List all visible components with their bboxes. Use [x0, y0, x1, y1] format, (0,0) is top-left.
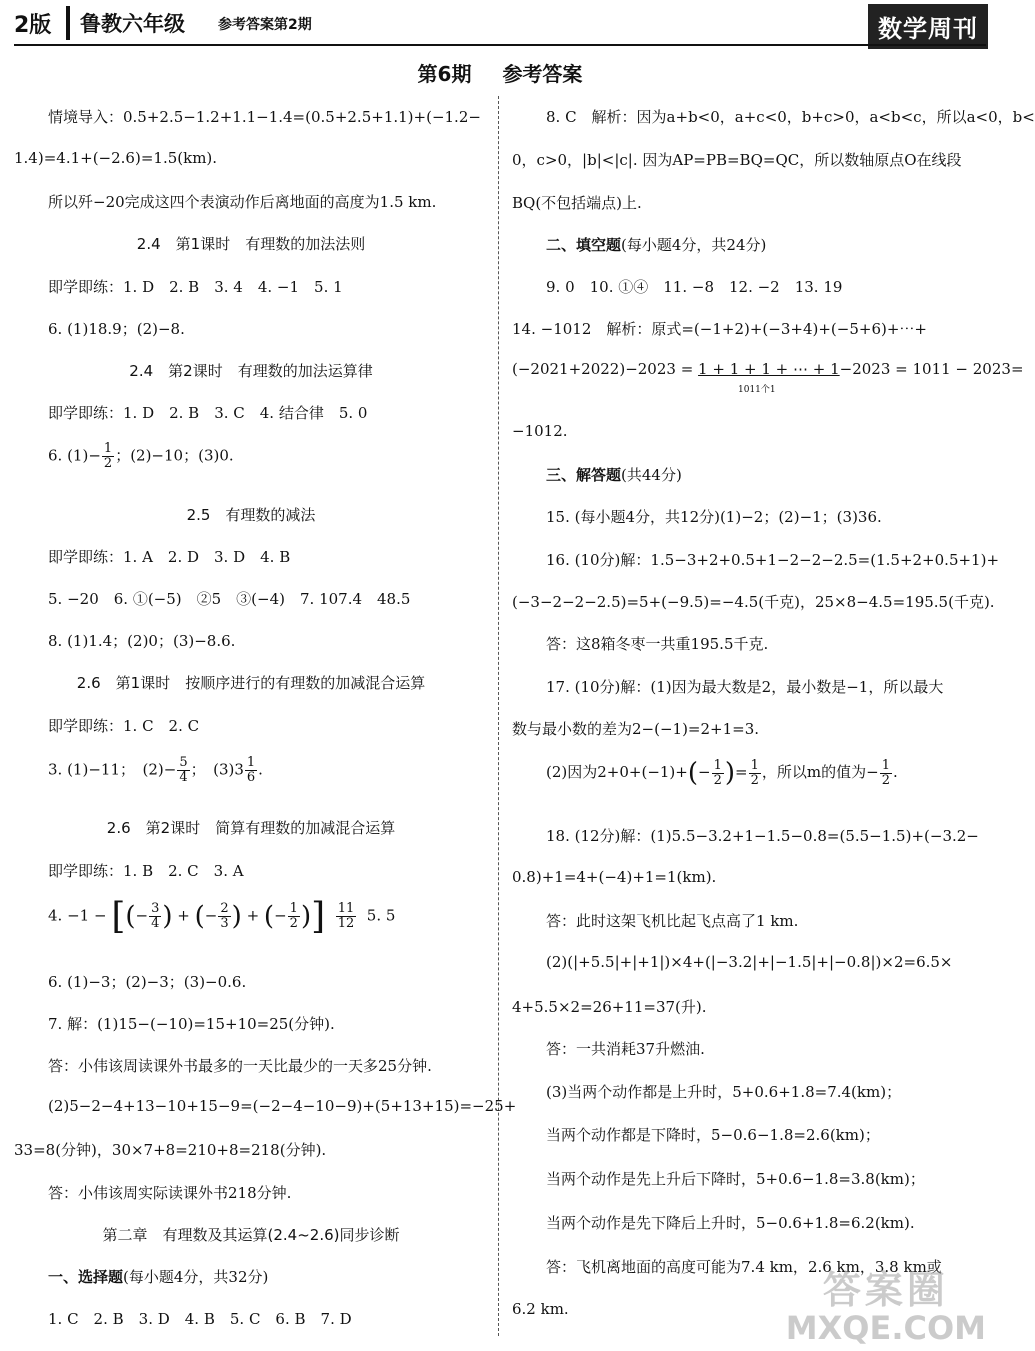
numerator: 11	[337, 901, 355, 916]
answer-line-fraction: (2)因为2+0+(−1)+(− $\frac{1}{2}$ )= $\frac{1}{2}$ ，所以m的值为− $\frac{1}{2}$ .	[546, 757, 898, 788]
fraction	[880, 759, 892, 788]
answer-line-fraction	[14, 756, 263, 785]
answer-line: (3)当两个动作都是上升时，5+0.6+1.8=7.4(km)；	[546, 1083, 902, 1101]
denominator: 4	[179, 770, 188, 785]
site-watermark	[785, 1268, 986, 1347]
numerator: 1	[289, 901, 298, 916]
answer-line: 当两个动作都是下降时，5−0.6−1.8=2.6(km)；	[546, 1126, 880, 1144]
answer-line: 18. (12分)解：(1)5.5−3.2+1−1.5−0.8=(5.5−1.5)+(−3.2−	[546, 827, 979, 845]
fraction	[336, 902, 357, 931]
text: ，所以m的值为−	[761, 763, 879, 781]
denominator: 2	[750, 772, 759, 788]
denominator: 2	[289, 916, 298, 931]
answer-line: 7. 解：(1)15−(−10)=15+10=25(分钟).	[48, 1015, 335, 1033]
fraction	[288, 902, 300, 931]
paren: )	[231, 901, 242, 932]
brace-note: 1011个1	[738, 385, 776, 395]
text: (2)因为2+0+(−1)+	[546, 763, 688, 781]
text: ；(2)−10；(3)0.	[115, 446, 234, 465]
answer-line: 4+5.5×2=26+11=37(升).	[512, 998, 707, 1016]
header-rule	[14, 44, 986, 46]
numerator: 1	[103, 441, 113, 456]
fill-section-title	[512, 234, 766, 255]
header-separator	[66, 6, 70, 40]
fraction	[177, 756, 189, 785]
numerator: 3	[151, 901, 160, 916]
fraction	[218, 902, 230, 931]
grade-label: 鲁教六年级	[80, 12, 185, 36]
section-title-2-5: 2.5 有理数的减法	[186, 506, 316, 524]
choice-section-title	[14, 1266, 268, 1287]
text: .	[258, 760, 263, 779]
answer-line: −1012.	[512, 422, 568, 440]
paren: (	[125, 901, 136, 932]
answer-line: 8. (1)1.4；(2)0；(3)−8.6.	[48, 632, 236, 650]
intro-line-3: 所以歼−20完成这四个表演动作后离地面的高度为1.5 km.	[48, 193, 437, 211]
practice-line: 即学即练：1. D 2. B 3. 4 4. −1 5. 1	[48, 278, 343, 296]
answer-line: 答：飞机离地面的高度可能为7.4 km，2.6 km，3.8 km或	[546, 1258, 942, 1276]
denominator: 2	[713, 772, 722, 788]
text: (每小题4分，共32分)	[123, 1268, 269, 1286]
column-divider	[498, 96, 499, 1336]
text: 4. −1 −	[48, 906, 107, 925]
text: (−2021+2022)−2023 =	[512, 360, 699, 378]
paren: (	[263, 901, 275, 932]
issue-label: 参考答案第2期	[218, 17, 312, 33]
paren: )	[724, 758, 736, 788]
answer-line: 答：这8箱冬枣一共重195.5千克.	[546, 635, 769, 653]
numerator: 1	[713, 757, 722, 773]
denominator: 2	[881, 772, 890, 788]
bracket: [	[111, 896, 126, 937]
text: 5. 5	[366, 906, 396, 925]
text: 3. (1)−11； (2)−	[48, 760, 177, 779]
fraction	[245, 756, 257, 785]
answer-line: 0，c>0，|b|<|c|. 因为AP=PB=BQ=QC，所以数轴原点O在线段	[512, 151, 962, 169]
answer-line: 8. C 解析：因为a+b<0，a+c<0，b+c>0，a<b<c，所以a<0，b<	[546, 108, 1035, 126]
solution-section-title	[512, 464, 682, 485]
fraction	[149, 902, 161, 931]
answer-line: 6. (1)−3；(2)−3；(3)−0.6.	[48, 973, 247, 991]
section-title-2-6-2: 2.6 第2课时 简算有理数的加减混合运算	[106, 819, 396, 837]
text: 三、解答题	[546, 466, 622, 484]
text: =	[735, 763, 748, 781]
answer-line-brackets: 4. −1 − [(− $\frac{3}{4}$ ) + (− $\frac{2}{3}$ ) + (− $\frac{1}{2}$ )] $\frac{11}{12}$ 5. 5	[48, 896, 396, 937]
page-header	[0, 0, 1000, 46]
fraction	[749, 759, 761, 788]
answer-line-fraction	[14, 442, 234, 471]
answer-line: 15. (每小题4分，共12分)(1)−2；(2)−1；(3)36.	[546, 508, 882, 526]
answer-line: 答：小伟该周读课外书最多的一天比最少的一天多25分钟.	[48, 1057, 432, 1075]
text: (共44分)	[621, 466, 682, 484]
fraction	[712, 759, 724, 788]
intro-line-1: 情境导入：0.5+2.5−1.2+1.1−1.4=(0.5+2.5+1.1)+(−1.2−	[48, 108, 481, 126]
issue-number: 第6期	[417, 62, 472, 86]
answer-line: 6. (1)18.9；(2)−8.	[48, 320, 185, 338]
bracket: ]	[311, 896, 326, 937]
text: (每小题4分，共24分)	[621, 236, 767, 254]
practice-line: 即学即练：1. D 2. B 3. C 4. 结合律 5. 0	[48, 404, 368, 422]
brand-logo: 数学周刊	[868, 4, 988, 49]
answer-line: 答：一共消耗37升燃油.	[546, 1040, 705, 1058]
numerator: 1	[246, 755, 256, 770]
answer-line: 14. −1012 解析：原式=(−1+2)+(−3+4)+(−5+6)+⋯+	[512, 320, 927, 338]
answer-line: (2)(|+5.5|+|+1|)×4+(|−3.2|+|−1.5|+|−0.8|)×2=6.5×	[546, 953, 953, 971]
denominator: 6	[246, 770, 256, 785]
chapter-title: 第二章 有理数及其运算(2.4~2.6)同步诊断	[102, 1226, 400, 1244]
answer-line: 33=8(分钟)，30×7+8=210+8=218(分钟).	[14, 1141, 327, 1159]
text: 二、填空题	[546, 236, 622, 254]
section-title-2-4-1: 2.4 第1课时 有理数的加法法则	[136, 235, 366, 253]
section-title-2-6-1: 2.6 第1课时 按顺序进行的有理数的加减混合运算	[76, 674, 426, 692]
answer-line: (2)5−2−4+13−10+15−9=(−2−4−10−9)+(5+13+15)=−25+	[48, 1097, 517, 1115]
numerator: 1	[881, 757, 890, 773]
practice-line: 即学即练：1. A 2. D 3. D 4. B	[48, 548, 291, 566]
answer-line: 17. (10分)解：(1)因为最大数是2，最小数是−1，所以最大	[546, 678, 944, 696]
underbrace-group: 1 + 1 + 1 + ⋯ + 1	[698, 360, 840, 378]
answer-line: 答：小伟该周实际读课外书218分钟.	[48, 1184, 292, 1202]
practice-line: 即学即练：1. B 2. C 3. A	[48, 862, 244, 880]
answer-line: 0.8)+1=4+(−4)+1=1(km).	[512, 868, 717, 886]
answer-line: 9. 0 10. ①④ 11. −8 12. −2 13. 19	[546, 278, 843, 296]
answer-line: 5. −20 6. ①(−5) ②5 ③(−4) 7. 107.4 48.5	[48, 590, 411, 608]
paren: (	[687, 758, 699, 788]
denominator: 2	[103, 456, 113, 471]
answer-line: (−3−2−2−2.5)=5+(−9.5)=−4.5(千克)，25×8−4.5=195.5(千克).	[512, 593, 995, 611]
denominator: 4	[151, 916, 160, 931]
answer-line: BQ(不包括端点)上.	[512, 194, 642, 212]
answer-line-brace	[512, 360, 1024, 395]
text: ； (3)3	[190, 760, 244, 779]
paren: )	[162, 901, 173, 932]
numerator: 5	[179, 755, 188, 770]
practice-line: 即学即练：1. C 2. C	[48, 717, 200, 735]
text: −2023 = 1011 − 2023=	[839, 360, 1024, 378]
fraction	[102, 442, 114, 471]
answer-line: 6.2 km.	[512, 1300, 569, 1318]
title-label: 参考答案	[502, 62, 583, 86]
denominator: 12	[337, 916, 355, 931]
paren: (	[194, 901, 205, 932]
text: 一、选择题	[48, 1268, 124, 1286]
answer-line: 数与最小数的差为2−(−1)=2+1=3.	[512, 720, 760, 738]
answer-line: 答：此时这架飞机比起飞点高了1 km.	[546, 912, 799, 930]
watermark-line-2: MXQE.COM	[785, 1309, 986, 1347]
section-title-2-4-2: 2.4 第2课时 有理数的加法运算律	[129, 362, 373, 380]
answer-line: 16. (10分)解：1.5−3+2+0.5+1−2−2−2.5=(1.5+2+0.5+1)+	[546, 551, 1000, 569]
edition-label: 2版	[14, 13, 52, 38]
text: 6. (1)−	[48, 446, 101, 465]
paren: )	[300, 901, 312, 932]
watermark-line-1: 答案圈	[822, 1268, 949, 1312]
answer-line: 1. C 2. B 3. D 4. B 5. C 6. B 7. D	[48, 1310, 352, 1328]
answer-line: 当两个动作是先上升后下降时，5+0.6−1.8=3.8(km)；	[546, 1170, 925, 1188]
numerator: 2	[220, 901, 229, 916]
numerator: 1	[750, 757, 759, 773]
denominator: 3	[220, 916, 229, 931]
text: .	[892, 763, 898, 781]
page-title	[0, 58, 1000, 87]
intro-line-2: 1.4)=4.1+(−2.6)=1.5(km).	[14, 149, 218, 167]
answer-line: 当两个动作是先下降后上升时，5−0.6+1.8=6.2(km).	[546, 1214, 915, 1232]
